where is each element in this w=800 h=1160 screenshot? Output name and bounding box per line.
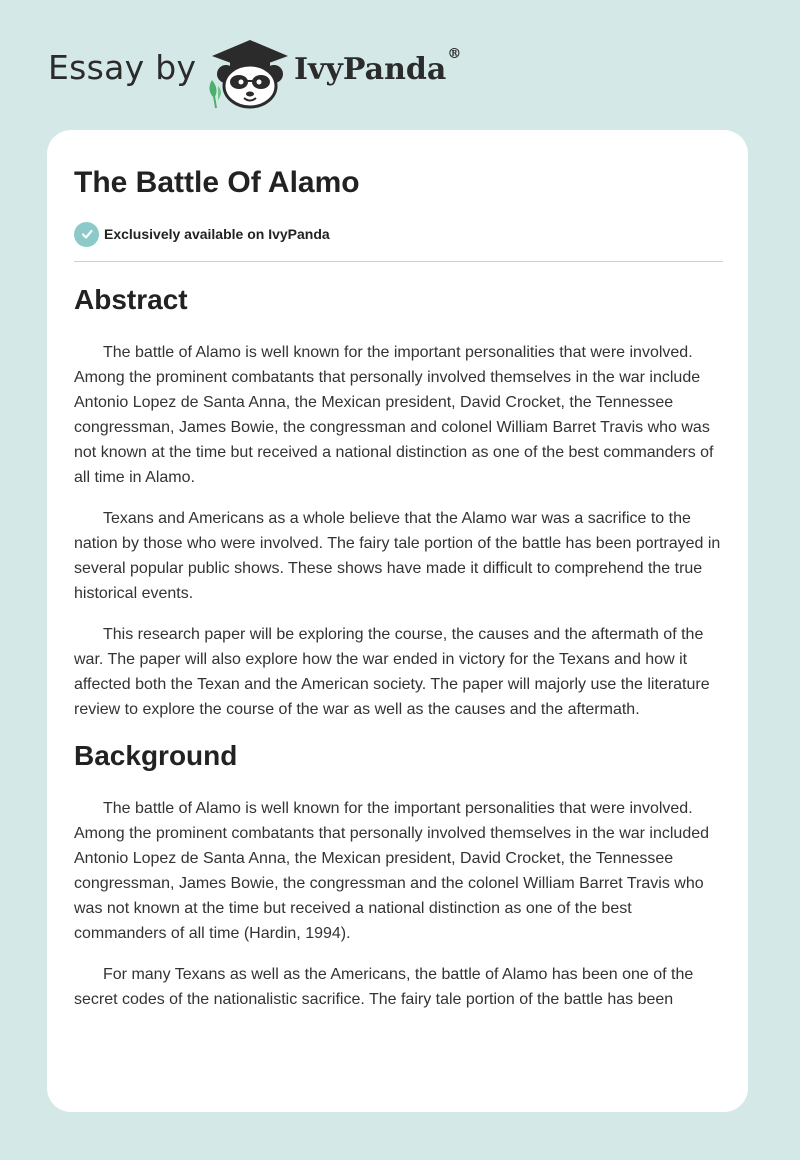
exclusive-badge [74,221,330,247]
registered-mark: ® [447,46,462,62]
section-background [74,738,724,1012]
brand-name: IvyPanda® [294,46,462,87]
paragraph: For many Texans as well as the Americans, the battle of Alamo has been one of the secret codes of the nationalistic sacrifice. The fairy tale portion of the battle has been [74,966,694,1008]
brand-header[interactable] [48,34,468,114]
paragraph: Texans and Americans as a whole believe that the Alamo war was a sacrifice to the nation by those who were involved. The fairy tale portion of the battle has been portrayed in several popular public shows. These shows have made it difficult to comprehend the true historical events. [74,510,721,602]
check-icon [74,222,99,247]
paragraph: This research paper will be exploring the course, the causes and the aftermath of the war. The paper will also explore how the war ended in victory for the Texans and how it affected both the Texan and the American society. The paper will majorly use the literature review to explore the course of the war as well as the causes and the aftermath. [74,626,710,718]
section-heading: Background [74,740,238,771]
section-abstract [74,282,724,722]
paragraph: The battle of Alamo is well known for the important personalities that were involved. Among the prominent combatants that personally involved themselves in the war included Antonio Lopez de Santa Anna, the Mexican president, David Crocket, the Tennessee congressman, James Bowie, the congressman and the colonel William Barret Travis who was not known at the time but received a national distinction as one of the best commanders of all time (Hardin, 1994). [74,800,710,942]
paragraph: The battle of Alamo is well known for the important personalities that were involved. Among the prominent combatants that personally involved themselves in the war include Antonio Lopez de Santa Anna, the Mexican president, David Crocket, the Tennessee congressman, James Bowie, the congressman and colonel William Barret Travis who was not known at the time but received a national distinction as one of the best commanders of all time in Alamo. [74,344,714,486]
essay-content [74,282,724,1028]
panda-graduate-logo-icon [204,34,292,110]
essay-title: The Battle Of Alamo [74,166,360,199]
brand-prefix: Essay by [48,48,197,87]
essay-card [47,130,748,1112]
badge-text: Exclusively available on IvyPanda [104,226,330,242]
section-heading: Abstract [74,284,188,315]
divider [74,261,723,262]
